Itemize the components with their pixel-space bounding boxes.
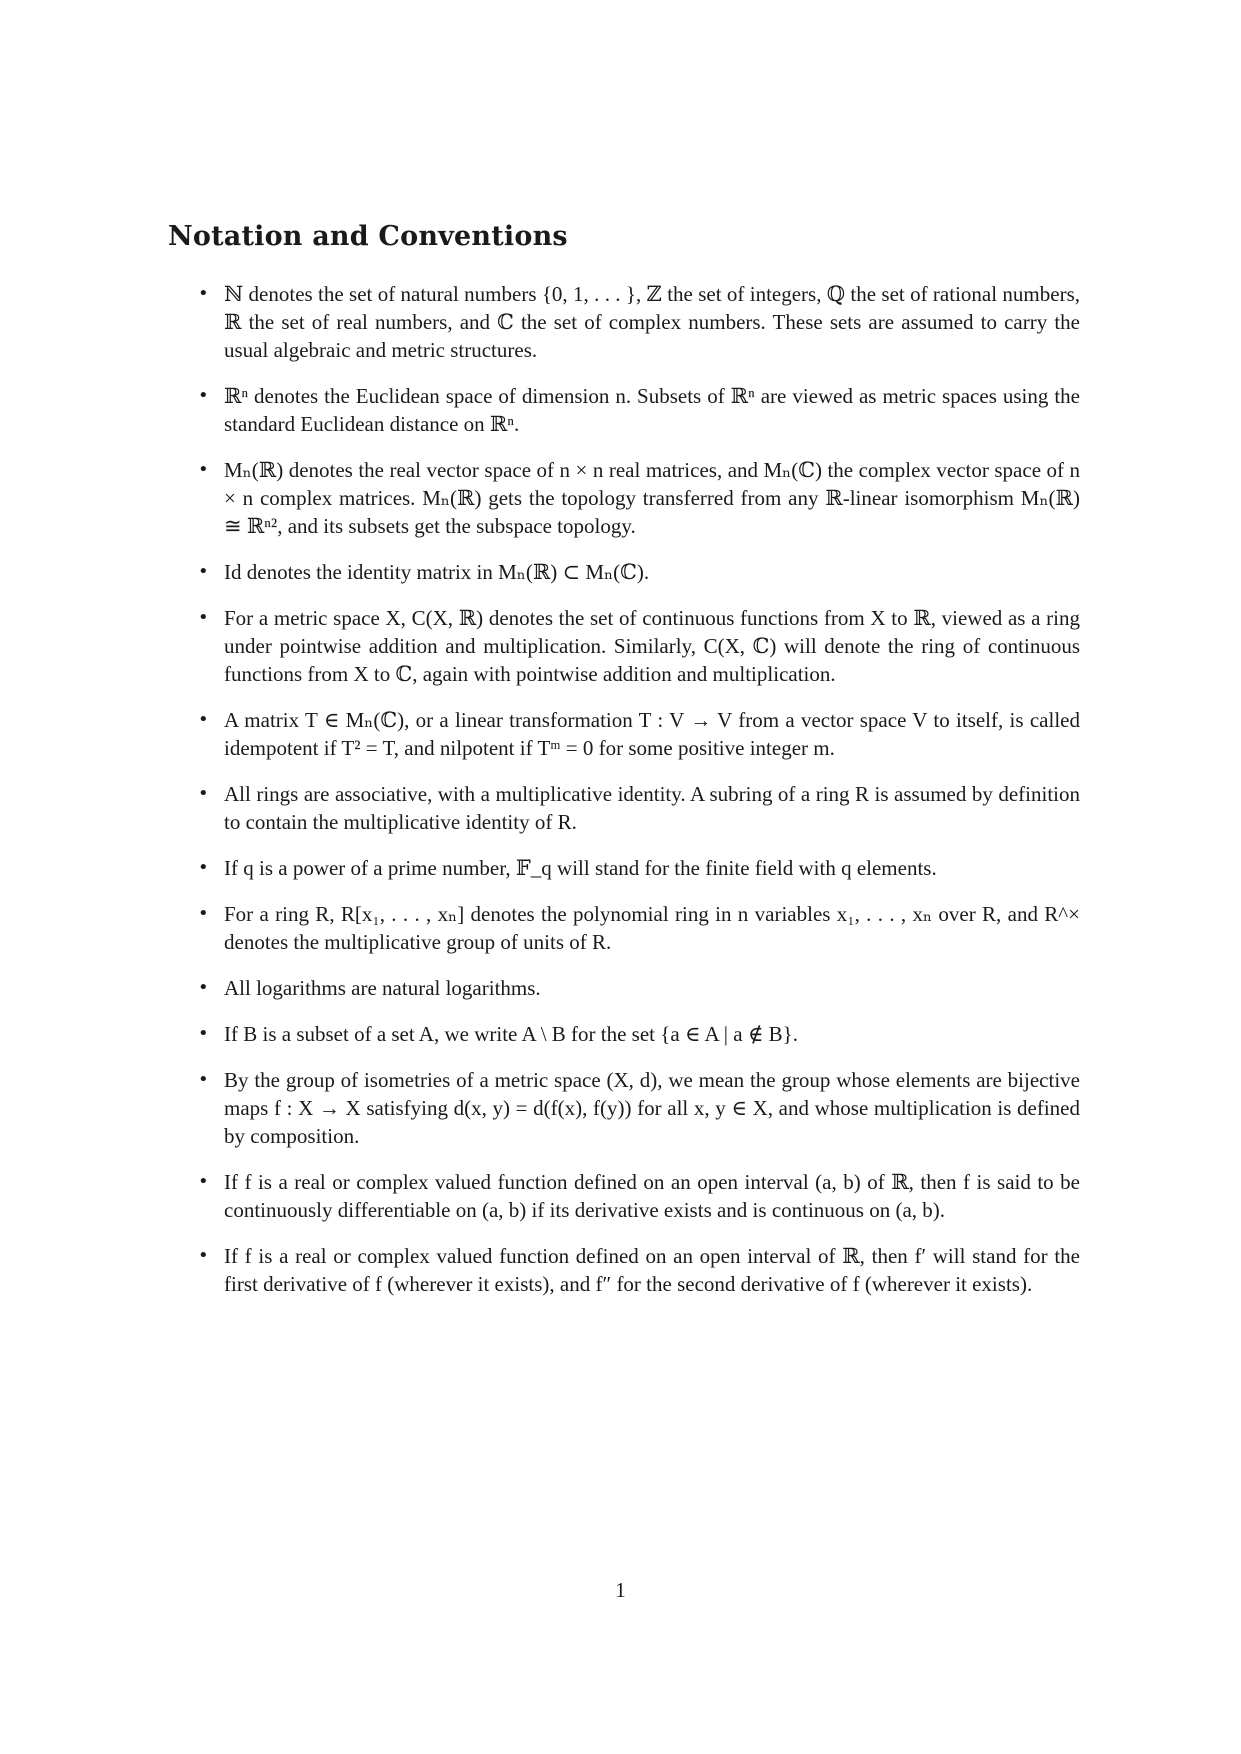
- bullet-icon: •: [198, 1245, 209, 1266]
- list-item: [198, 1066, 1080, 1150]
- list-item: [198, 604, 1080, 688]
- page-number: 1: [615, 1578, 626, 1602]
- list-item: [198, 1242, 1080, 1298]
- list-item: [198, 280, 1080, 364]
- list-item-text: ℕ denotes the set of natural numbers {0, 1, . . . }, ℤ the set of integers, ℚ the set of rational numbers, ℝ the set of real numbers, and ℂ the set of complex numbers. These sets are assumed to carry the usual algebraic and metric structures.: [224, 282, 1080, 362]
- bullet-icon: •: [198, 1023, 209, 1044]
- list-item: [198, 1020, 1080, 1048]
- bullet-icon: •: [198, 903, 209, 924]
- list-item-text: By the group of isometries of a metric space (X, d), we mean the group whose elements are bijective maps f : X → X satisfying d(x, y) = d(f(x), f(y)) for all x, y ∈ X, and whose multiplication is defined by composition.: [224, 1068, 1080, 1148]
- list-item-text: If f is a real or complex valued function defined on an open interval (a, b) of ℝ, then f is said to be continuously differentiable on (a, b) if its derivative exists and is continuous on (a, b).: [224, 1170, 1080, 1222]
- list-item: [198, 854, 1080, 882]
- bullet-icon: •: [198, 607, 209, 628]
- list-item-text: All rings are associative, with a multiplicative identity. A subring of a ring R is assumed by definition to contain the multiplicative identity of R.: [224, 782, 1080, 834]
- bullet-icon: •: [198, 385, 209, 406]
- bullet-icon: •: [198, 1171, 209, 1192]
- list-item: [198, 900, 1080, 956]
- list-item: [198, 974, 1080, 1002]
- list-item-text: If B is a subset of a set A, we write A \ B for the set {a ∈ A | a ∉ B}.: [224, 1022, 798, 1046]
- list-item-text: If f is a real or complex valued function defined on an open interval of ℝ, then f′ will stand for the first derivative of f (wherever it exists), and f″ for the second derivative of f (wherever it exists).: [224, 1244, 1080, 1296]
- list-item-text: For a metric space X, C(X, ℝ) denotes the set of continuous functions from X to ℝ, viewed as a ring under pointwise addition and multiplication. Similarly, C(X, ℂ) will denote the ring of continuous functions from X to ℂ, again with pointwise addition and multiplication.: [224, 606, 1080, 686]
- bullet-icon: •: [198, 561, 209, 582]
- bullet-icon: •: [198, 1069, 209, 1090]
- list-item: [198, 706, 1080, 762]
- bullet-icon: •: [198, 709, 209, 730]
- list-item: [198, 1168, 1080, 1224]
- list-item-text: All logarithms are natural logarithms.: [224, 976, 541, 1000]
- list-item: [198, 382, 1080, 438]
- list-item-text: Mₙ(ℝ) denotes the real vector space of n × n real matrices, and Mₙ(ℂ) the complex vector space of n × n complex matrices. Mₙ(ℝ) gets the topology transferred from any ℝ-linear isomorphism Mₙ(ℝ) ≅ ℝⁿ², and its subsets get the subspace topology.: [224, 458, 1080, 538]
- list-item-text: For a ring R, R[x₁, . . . , xₙ] denotes the polynomial ring in n variables x₁, . . . , xₙ over R, and R^× denotes the multiplicative group of units of R.: [224, 902, 1080, 954]
- list-item-text: A matrix T ∈ Mₙ(ℂ), or a linear transformation T : V → V from a vector space V to itself, is called idempotent if T² = T, and nilpotent if Tᵐ = 0 for some positive integer m.: [224, 708, 1080, 760]
- bullet-icon: •: [198, 783, 209, 804]
- conventions-list: [198, 280, 1080, 1316]
- list-item-text: If q is a power of a prime number, 𝔽_q will stand for the finite field with q elements.: [224, 856, 937, 880]
- section-heading: Notation and Conventions: [168, 221, 568, 252]
- bullet-icon: •: [198, 977, 209, 998]
- list-item-text: Id denotes the identity matrix in Mₙ(ℝ) ⊂ Mₙ(ℂ).: [224, 560, 650, 584]
- bullet-icon: •: [198, 857, 209, 878]
- list-item: [198, 558, 1080, 586]
- list-item: [198, 456, 1080, 540]
- list-item: [198, 780, 1080, 836]
- bullet-icon: •: [198, 459, 209, 480]
- bullet-icon: •: [198, 283, 209, 304]
- list-item-text: ℝⁿ denotes the Euclidean space of dimension n. Subsets of ℝⁿ are viewed as metric spaces using the standard Euclidean distance on ℝⁿ.: [224, 384, 1080, 436]
